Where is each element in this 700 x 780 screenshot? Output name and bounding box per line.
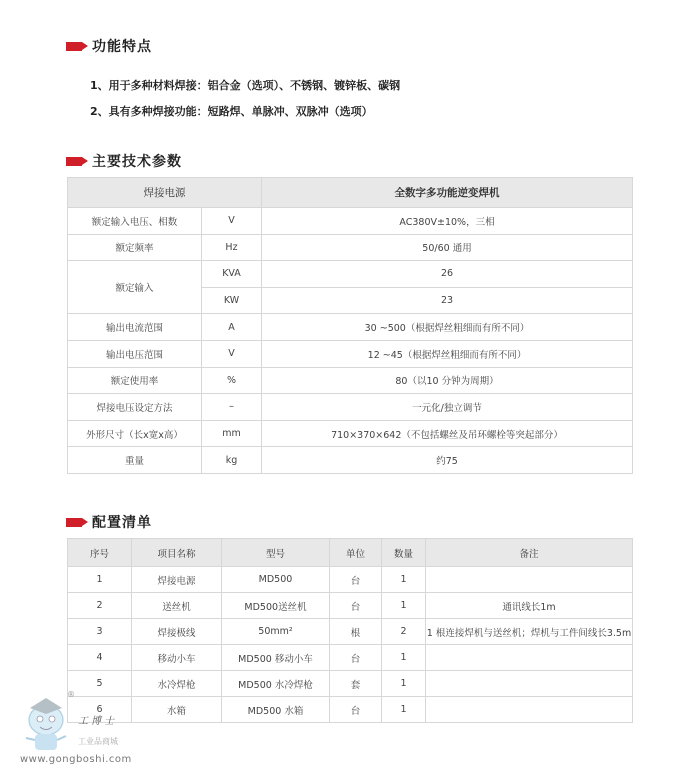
spec-row (68, 447, 633, 474)
config-cell: 1 根连接焊机与送丝机；焊机与工件间线长3.5m (426, 619, 633, 645)
spec-unit: – (202, 394, 262, 421)
config-cell: 1 (382, 593, 426, 619)
config-cell (426, 645, 633, 671)
spec-row (68, 314, 633, 341)
config-cell: MD500 (222, 567, 330, 593)
config-cell (426, 567, 633, 593)
watermark-brand: 工博士 (78, 716, 117, 727)
spec-param: 焊接电压设定方法 (68, 394, 202, 421)
config-cell: 水冷焊枪 (132, 671, 222, 697)
config-cell: 2 (68, 593, 132, 619)
section-marker (66, 42, 82, 51)
config-cell: 50mm² (222, 619, 330, 645)
spec-row (68, 394, 633, 421)
section-marker (66, 157, 82, 166)
spec-unit: KW (202, 287, 262, 314)
config-cell: 2 (382, 619, 426, 645)
spec-table (67, 177, 633, 474)
config-cell: 通讯线长1m (426, 593, 633, 619)
spec-param: 重量 (68, 447, 202, 474)
config-cell: 1 (382, 567, 426, 593)
features-title: 功能特点 (92, 39, 152, 55)
config-cell: 1 (382, 645, 426, 671)
spec-value: 约75 (262, 447, 633, 474)
config-row (68, 593, 633, 619)
specs-section-header (66, 151, 182, 171)
spec-unit: Hz (202, 234, 262, 261)
spec-param: 额定频率 (68, 234, 202, 261)
config-cell: 台 (330, 567, 382, 593)
features-section-header (66, 36, 152, 56)
config-header-cell: 数量 (382, 539, 426, 567)
spec-row (68, 420, 633, 447)
spec-value: 50/60 通用 (262, 234, 633, 261)
spec-value: 12 ~45（根据焊丝粗细而有所不同） (262, 340, 633, 367)
config-cell: 台 (330, 697, 382, 723)
config-cell: MD500送丝机 (222, 593, 330, 619)
config-cell (426, 671, 633, 697)
config-cell: 送丝机 (132, 593, 222, 619)
spec-value: 26 (262, 261, 633, 288)
features-list (90, 76, 400, 128)
spec-header-row (68, 178, 633, 208)
config-row (68, 567, 633, 593)
spec-param: 额定输入电压、相数 (68, 208, 202, 235)
watermark-reg-mark: ® (67, 690, 75, 699)
config-cell: 焊接电源 (132, 567, 222, 593)
config-cell: 套 (330, 671, 382, 697)
spec-value: AC380V±10%，三相 (262, 208, 633, 235)
config-cell: 水箱 (132, 697, 222, 723)
config-cell: 1 (68, 567, 132, 593)
spec-param: 额定输入 (68, 261, 202, 314)
spec-param: 输出电流范围 (68, 314, 202, 341)
config-cell: 焊接极线 (132, 619, 222, 645)
spec-value: 一元化/独立调节 (262, 394, 633, 421)
spec-row (68, 208, 633, 235)
config-header-cell: 项目名称 (132, 539, 222, 567)
config-section-header (66, 512, 152, 532)
config-title: 配置清单 (92, 515, 152, 531)
spec-value: 23 (262, 287, 633, 314)
watermark-subtitle: 工业品商城 (78, 737, 118, 746)
config-cell: 4 (68, 645, 132, 671)
config-cell: 台 (330, 593, 382, 619)
config-cell: MD500 移动小车 (222, 645, 330, 671)
spec-unit: kg (202, 447, 262, 474)
spec-header-right: 全数字多功能逆变焊机 (262, 178, 633, 208)
config-header-cell: 单位 (330, 539, 382, 567)
spec-param: 输出电压范围 (68, 340, 202, 367)
spec-row (68, 261, 633, 288)
config-cell: 移动小车 (132, 645, 222, 671)
config-cell: 1 (382, 671, 426, 697)
spec-param: 外形尺寸（长x宽x高） (68, 420, 202, 447)
spec-value: 30 ~500（根据焊丝粗细而有所不同） (262, 314, 633, 341)
config-cell: 根 (330, 619, 382, 645)
spec-param: 额定使用率 (68, 367, 202, 394)
spec-row (68, 234, 633, 261)
spec-unit: % (202, 367, 262, 394)
config-cell: 3 (68, 619, 132, 645)
spec-row (68, 340, 633, 367)
config-row (68, 619, 633, 645)
config-cell (426, 697, 633, 723)
spec-value: 710×370×642（不包括螺丝及吊环螺栓等突起部分） (262, 420, 633, 447)
section-marker (66, 518, 82, 527)
spec-unit: mm (202, 420, 262, 447)
spec-value: 80（以10 分钟为周期） (262, 367, 633, 394)
spec-header-left: 焊接电源 (68, 178, 262, 208)
config-cell: MD500 水箱 (222, 697, 330, 723)
spec-unit: V (202, 208, 262, 235)
spec-row (68, 367, 633, 394)
config-header-row (68, 539, 633, 567)
config-cell: 5 (68, 671, 132, 697)
spec-unit: V (202, 340, 262, 367)
feature-item: 1、用于多种材料焊接：铝合金（选项）、不锈钢、镀锌板、碳钢 (90, 79, 401, 92)
specs-title: 主要技术参数 (92, 154, 182, 170)
spec-unit: KVA (202, 261, 262, 288)
spec-unit: A (202, 314, 262, 341)
config-header-cell: 序号 (68, 539, 132, 567)
config-row (68, 645, 633, 671)
config-cell: 台 (330, 645, 382, 671)
config-cell: 6 (68, 697, 132, 723)
feature-item: 2、具有多种焊接功能：短路焊、单脉冲、双脉冲（选项） (90, 105, 373, 118)
config-cell: 1 (382, 697, 426, 723)
config-header-cell: 型号 (222, 539, 330, 567)
config-header-cell: 备注 (426, 539, 633, 567)
watermark-url: www.gongboshi.com (20, 754, 132, 765)
config-cell: MD500 水冷焊枪 (222, 671, 330, 697)
